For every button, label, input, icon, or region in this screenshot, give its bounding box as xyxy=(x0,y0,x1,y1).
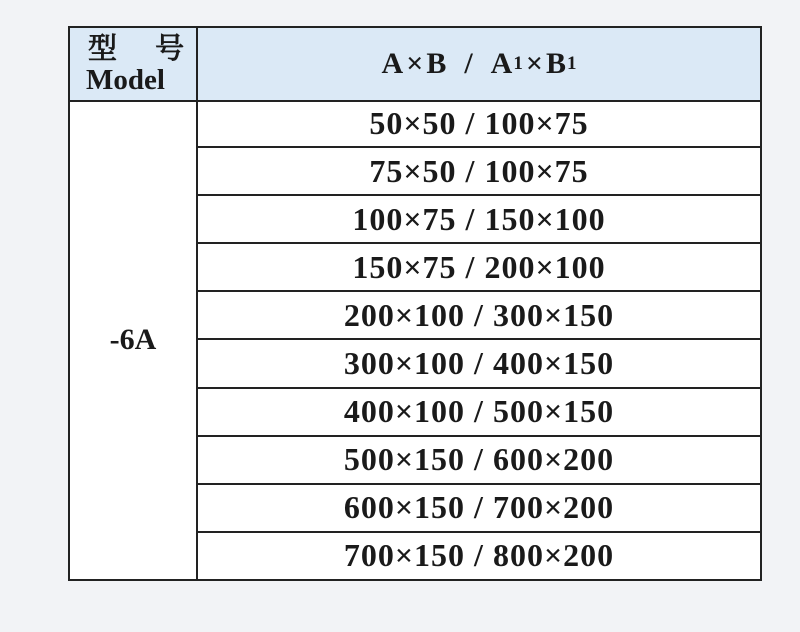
dim-b-label: B xyxy=(426,47,447,80)
table-row: 400×100 / 500×150 xyxy=(198,389,760,437)
spec-table xyxy=(68,26,762,581)
table-row: 50×50 / 100×75 xyxy=(198,100,760,148)
dim-a1-label: A xyxy=(490,47,513,80)
dim-times-symbol: × xyxy=(406,47,424,80)
table-row: 75×50 / 100×75 xyxy=(198,148,760,196)
table-row: 100×75 / 150×100 xyxy=(198,196,760,244)
table-row: 500×150 / 600×200 xyxy=(198,437,760,485)
table-row: 150×75 / 200×100 xyxy=(198,244,760,292)
dimension-rows xyxy=(198,100,760,579)
table-row: 600×150 / 700×200 xyxy=(198,485,760,533)
table-header xyxy=(70,28,760,102)
header-dimensions-cell xyxy=(198,28,760,100)
dim-separator: / xyxy=(464,47,473,80)
header-model-cell xyxy=(70,28,198,100)
table-row: 700×150 / 800×200 xyxy=(343,537,615,574)
dim-b1-subscript: 1 xyxy=(566,53,577,74)
dim-a-label: A xyxy=(381,47,404,80)
dim-times-symbol-2: × xyxy=(525,47,543,80)
model-label-chinese: 型 号 xyxy=(88,31,199,65)
dim-a1-subscript: 1 xyxy=(513,53,523,74)
model-value-cell: -6A xyxy=(70,100,198,579)
table-row: 300×100 / 400×150 xyxy=(198,340,760,388)
table-row: 200×100 / 300×150 xyxy=(198,292,760,340)
dim-b1-label: B xyxy=(545,47,566,80)
model-label-english: Model xyxy=(86,64,165,96)
